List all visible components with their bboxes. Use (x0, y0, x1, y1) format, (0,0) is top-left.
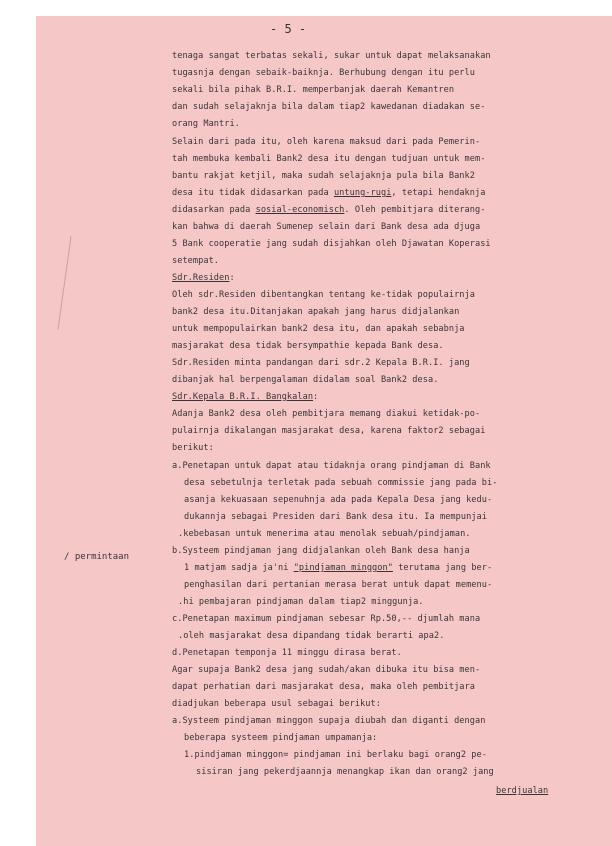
text-line (172, 85, 454, 95)
underlined-text: berdjualan (496, 786, 549, 796)
text-line (172, 461, 491, 471)
line-text: b.Systeem pindjaman jang didjalankan oleh Bank desa hanja (172, 546, 470, 556)
text-line (184, 750, 487, 760)
text-line (172, 256, 219, 266)
underlined-text: sosial-economisch (255, 205, 345, 215)
text-line (184, 512, 487, 522)
text-line (172, 682, 475, 692)
line-text: penghasilan dari pertanian merasa berat untuk dapat memenu- (184, 580, 493, 590)
line-text: tenaga sangat terbatas sekali, sukar untuk dapat melaksanakan (172, 51, 491, 61)
text-line (172, 375, 438, 385)
line-text: bank2 desa itu.Ditanjakan apakah jang harus didjalankan (172, 307, 460, 317)
text-line (184, 478, 497, 488)
line-text: asanja kekuasaan sepenuhnja ada pada Kepala Desa jang kedu- (184, 495, 493, 505)
line-text: dan sudah selajaknja bila dalam tiap2 kawedanan diadakan se- (172, 102, 486, 112)
text-line (184, 495, 492, 505)
underlined-text: "pindjaman minggon" (293, 563, 393, 573)
line-text: bantu rakjat ketjil, maka sudah selajaknja pula bila Bank2 (172, 171, 475, 181)
margin-note: / permintaan (64, 552, 130, 562)
underlined-text: Sdr.Kepala B.R.I. Bangkalan (172, 392, 314, 402)
text-line (172, 648, 402, 658)
line-text: masjarakat desa tidak bersympathie kepada Bank desa. (172, 341, 444, 351)
line-text: dapat perhatian dari masjarakat desa, maka oleh pembitjara (172, 682, 475, 692)
text-line (172, 171, 475, 181)
text-line (172, 205, 485, 215)
underlined-text: untung-rugi (333, 188, 392, 198)
line-text: beberapa systeem pindjaman umpamanja: (184, 733, 378, 743)
text-line (172, 716, 485, 726)
text-line (172, 358, 470, 368)
text-line (172, 273, 235, 283)
text-line (172, 137, 480, 147)
line-text: a.Systeem pindjaman minggon supaja diubah dan diganti dengan (172, 716, 486, 726)
text-line (172, 699, 381, 709)
line-text: d.Penetapan temponja 11 minggu dirasa berat. (172, 648, 402, 658)
line-text: Oleh sdr.Residen dibentangkan tentang ke-tidak populairnja (172, 290, 475, 300)
text-line (172, 68, 475, 78)
line-text: 5 Bank cooperatie jang sudah disjahkan oleh Djawatan Koperasi (172, 239, 491, 249)
text-line (172, 614, 480, 624)
line-text: . Oleh pembitjara diterang- (344, 205, 486, 215)
line-text: Adanja Bank2 desa oleh pembitjara memang diakui ketidak-po- (172, 409, 481, 419)
text-line (172, 51, 491, 61)
text-line (172, 324, 465, 334)
text-line (178, 529, 471, 539)
line-text: dukannja sebagai Presiden dari Bank desa itu. Ia mempunjai (184, 512, 487, 522)
line-text: setempat. (172, 256, 220, 266)
text-line (172, 119, 240, 129)
text-line (178, 597, 424, 607)
line-text: tah membuka kembali Bank2 desa itu dengan tudjuan untuk mem- (172, 154, 486, 164)
line-text: .oleh masjarakat desa dipandang tidak berarti apa2. (178, 631, 445, 641)
text-line (172, 154, 485, 164)
line-text: 1 matjam sadja ja'ni (184, 563, 294, 573)
text-line (172, 443, 214, 453)
line-text: .hi pembajaran pindjaman dalam tiap2 minggunja. (178, 597, 424, 607)
text-line (172, 307, 459, 317)
line-text: Sdr.Residen minta pandangan dari sdr.2 Kepala B.R.I. jang (172, 358, 470, 368)
text-line (172, 665, 480, 675)
text-line (172, 239, 491, 249)
line-text: c.Penetapan maximum pindjaman sebesar Rp.50,-- djumlah mana (172, 614, 481, 624)
text-line (172, 102, 485, 112)
line-text: terutama jang ber- (392, 563, 493, 573)
text-line (172, 409, 480, 419)
line-text: untuk mempopulairkan bank2 desa itu, dan apakah sebabnja (172, 324, 465, 334)
line-text: Selain dari pada itu, oleh karena maksud dari pada Pemerin- (172, 137, 481, 147)
line-text: .kebebasan untuk menerima atau menolak sebuah/pindjaman. (178, 529, 471, 539)
page-number: - 5 - (270, 22, 307, 36)
line-text: desa sebetulnja terletak pada sebuah commissie jang pada bi- (184, 478, 498, 488)
text-line (178, 631, 444, 641)
line-text: tugasnja dengan sebaik-baiknja. Berhubung dengan itu perlu (172, 68, 475, 78)
text-line (184, 563, 492, 573)
line-text: : (229, 273, 235, 283)
line-text: orang Mantri. (172, 119, 240, 129)
line-text: a.Penetapan untuk dapat atau tidaknja orang pindjaman di Bank (172, 461, 491, 471)
line-text: pulairnja dikalangan masjarakat desa, karena faktor2 sebagai (172, 426, 486, 436)
text-line (184, 733, 377, 743)
text-line (172, 426, 485, 436)
line-text: didasarkan pada (172, 205, 256, 215)
text-line (172, 290, 475, 300)
text-line (172, 392, 318, 402)
text-line (172, 341, 444, 351)
line-text: sisiran jang pekerdjaannja menangkap ikan dan orang2 jang (196, 767, 494, 777)
text-line (172, 546, 470, 556)
line-text: 1.pindjaman minggon= pindjaman ini berlaku bagi orang2 pe- (184, 750, 487, 760)
line-text: , tetapi hendaknja (391, 188, 486, 198)
text-line (172, 188, 485, 198)
line-text: desa itu tidak didasarkan pada (172, 188, 334, 198)
text-line (196, 767, 494, 777)
line-text: dibanjak hal berpengalaman didalam soal Bank2 desa. (172, 375, 439, 385)
line-text: diadjukan beberapa usul sebagai berikut: (172, 699, 381, 709)
underlined-text: Sdr.Residen (172, 273, 230, 283)
line-text: berikut: (172, 443, 214, 453)
line-text: kan bahwa di daerah Sumenep selain dari Bank desa ada djuga (172, 222, 481, 232)
line-text: Agar supaja Bank2 desa jang sudah/akan dibuka itu bisa men- (172, 665, 481, 675)
line-text: sekali bila pihak B.R.I. memperbanjak daerah Kemantren (172, 85, 455, 95)
text-line (172, 222, 480, 232)
text-line (496, 786, 548, 796)
text-line (184, 580, 492, 590)
line-text: : (313, 392, 319, 402)
